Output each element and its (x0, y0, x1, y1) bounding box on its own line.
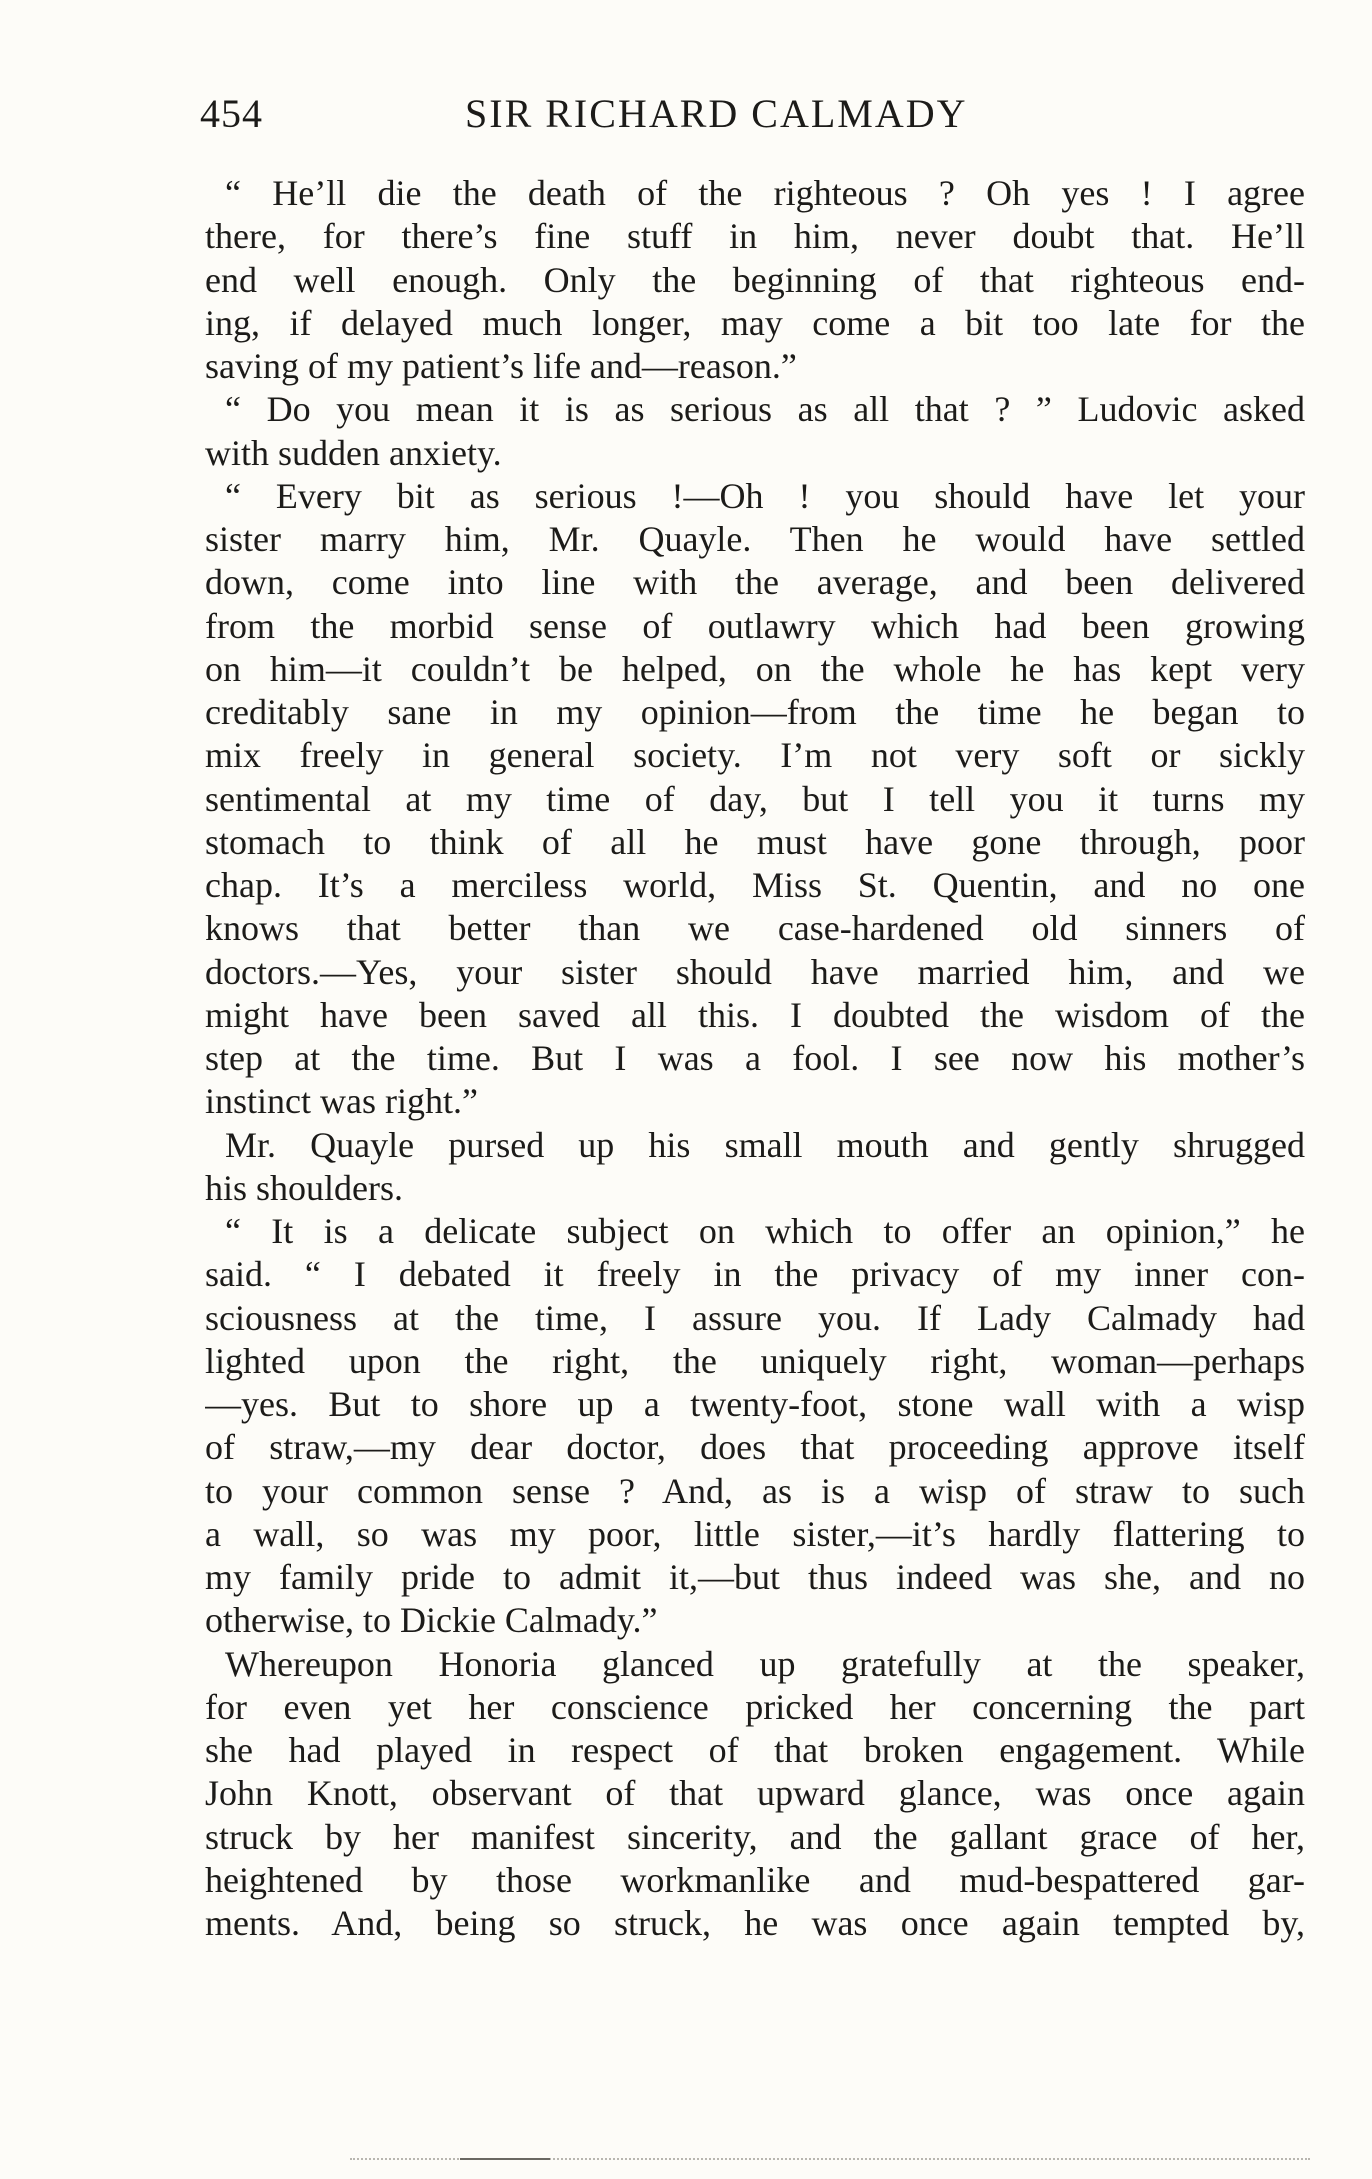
text-line: sister marry him, Mr. Quayle. Then he would have settled (205, 519, 1305, 559)
text-line: instinct was right.” (205, 1081, 478, 1122)
text-line: she had played in respect of that broken engagement. While (205, 1730, 1305, 1770)
text-line: knows that better than we case-hardened old sinners of (205, 908, 1305, 949)
text-line: sciousness at the time, I assure you. If Lady Calmady had (205, 1297, 1305, 1338)
text-line: Whereupon Honoria glanced up gratefully at the speaker, (225, 1643, 1305, 1684)
text-line: ments. And, being so struck, he was once again tempted by, (205, 1903, 1305, 1943)
text-line: my family pride to admit it,—but thus indeed was she, and no (205, 1557, 1305, 1597)
text-line: said. “ I debated it freely in the privacy of my inner con- (205, 1254, 1305, 1295)
text-line: ing, if delayed much longer, may come a bit too late for the (205, 302, 1305, 343)
footer-rule (350, 2158, 1310, 2160)
text-line: down, come into line with the average, and been delivered (205, 562, 1305, 603)
text-line: “ He’ll die the death of the righteous ? Oh yes ! I agree (225, 173, 1305, 213)
text-line: of straw,—my dear doctor, does that proceeding approve itself (205, 1427, 1305, 1468)
text-line: might have been saved all this. I doubted the wisdom of the (205, 994, 1305, 1035)
text-line: for even yet her conscience pricked her concerning the part (205, 1686, 1305, 1727)
running-title: SIR RICHARD CALMADY (465, 91, 968, 136)
text-line: doctors.—Yes, your sister should have married him, and we (205, 951, 1305, 992)
text-line: a wall, so was my poor, little sister,—it’s hardly flattering to (205, 1513, 1305, 1554)
text-line: there, for there’s fine stuff in him, never doubt that. He’ll (205, 216, 1305, 257)
text-line: on him—it couldn’t be helped, on the whole he has kept very (205, 648, 1305, 689)
page-number: 454 (200, 91, 263, 136)
text-line: step at the time. But I was a fool. I see now his mother’s (205, 1038, 1305, 1078)
text-line: heightened by those workmanlike and mud-bespattered gar- (205, 1859, 1305, 1900)
text-line: with sudden anxiety. (205, 432, 502, 473)
text-line: John Knott, observant of that upward glance, was once again (205, 1773, 1305, 1814)
text-line: lighted upon the right, the uniquely right, woman—perhaps (205, 1340, 1305, 1381)
text-line: “ Do you mean it is as serious as all that ? ” Ludovic asked (225, 389, 1305, 430)
text-line: struck by her manifest sincerity, and the gallant grace of her, (205, 1816, 1305, 1857)
text-line: otherwise, to Dickie Calmady.” (205, 1600, 658, 1641)
text-line: from the morbid sense of outlawry which had been growing (205, 605, 1305, 646)
text-line: “ It is a delicate subject on which to offer an opinion,” he (225, 1211, 1305, 1251)
text-line: mix freely in general society. I’m not very soft or sickly (205, 735, 1305, 776)
text-line: to your common sense ? And, as is a wisp of straw to such (205, 1470, 1305, 1511)
text-line: chap. It’s a merciless world, Miss St. Quentin, and no one (205, 865, 1305, 905)
text-line: end well enough. Only the beginning of that righteous end- (205, 259, 1305, 300)
text-line: —yes. But to shore up a twenty-foot, stone wall with a wisp (205, 1384, 1305, 1424)
footer-rule-mark (460, 2158, 550, 2160)
page-header (200, 90, 1320, 150)
text-line: “ Every bit as serious !—Oh ! you should have let your (225, 475, 1305, 516)
text-line: his shoulders. (205, 1167, 403, 1208)
text-line: creditably sane in my opinion—from the time he began to (205, 692, 1305, 732)
text-line: Mr. Quayle pursed up his small mouth and gently shrugged (225, 1124, 1305, 1165)
text-line: stomach to think of all he must have gone through, poor (205, 821, 1305, 862)
text-line: saving of my patient’s life and—reason.” (205, 346, 797, 386)
text-line: sentimental at my time of day, but I tell you it turns my (205, 778, 1305, 819)
body-text (205, 172, 1305, 1945)
